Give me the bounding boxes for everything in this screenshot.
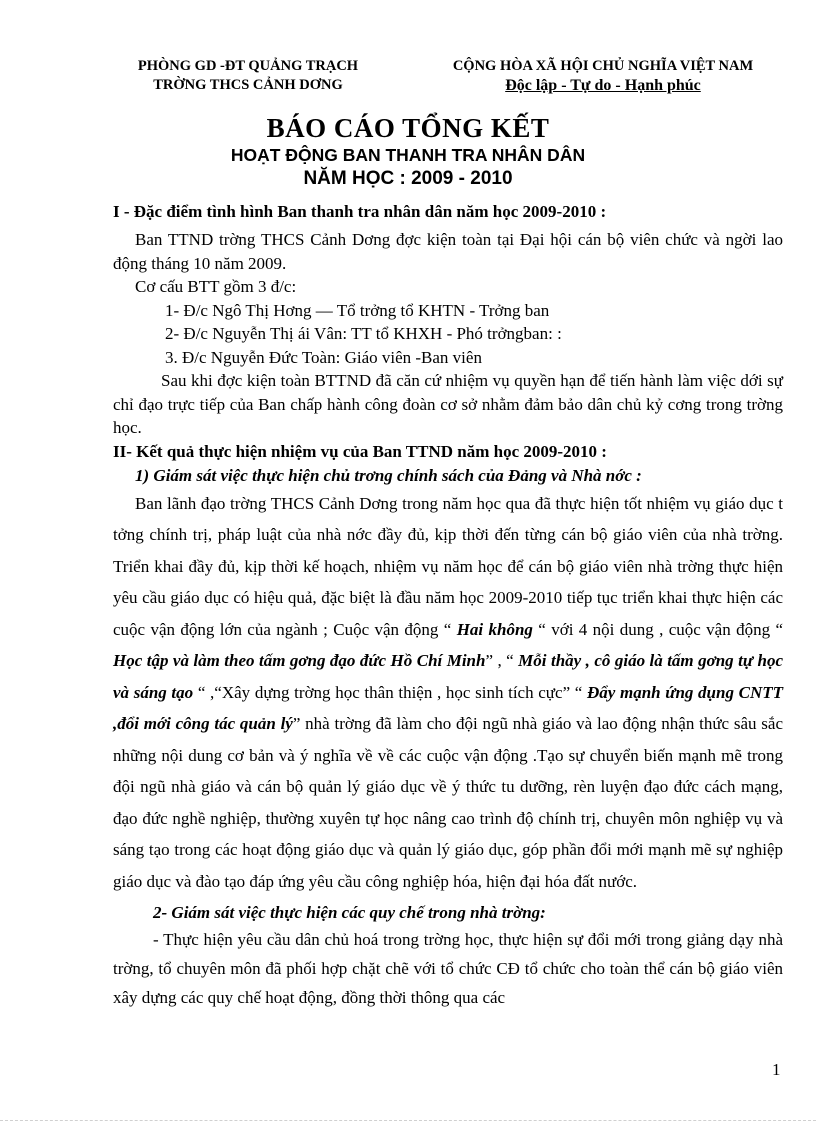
agency-header bbox=[118, 57, 378, 95]
campaign-name: Học tập và làm theo tấm gơng đạo đức Hồ Chí Minh bbox=[113, 651, 486, 670]
para-text: “ với 4 nội dung , cuộc vận động “ bbox=[532, 619, 784, 639]
subsection-2-heading: 2- Giám sát việc thực hiện các quy chế trong nhà trờng: bbox=[153, 903, 546, 922]
campaign-name: Đẩy mạnh ứng dụng CNTT ,đổi mới công tác quản lý bbox=[113, 682, 784, 733]
section-1-closing: Sau khi đợc kiện toàn BTTND đã căn cứ nhiệm vụ quyền hạn để tiến hành làm việc dới sự chỉ đạo trực tiếp của Ban chấp hành công đoàn cơ sở nhằm đảm bảo dân chủ kỷ cơng trong trờng học. bbox=[113, 371, 783, 437]
section-1-intro: Ban TTND trờng THCS Cảnh Dơng đợc kiện toàn tại Đại hội cán bộ viên chức và ngời lao động tháng 10 năm 2009. bbox=[113, 230, 783, 273]
para-text: ” nhà trờng đã làm cho đội ngũ nhà giáo và lao động nhận thức sâu sắc những nội dung cơ bản và ý nghĩa về về các cuộc vận động .Tạo sự chuyển biến mạnh mẽ trong đội ngũ nhà giáo và cán bộ quản lý giáo dục về ý thức tu dưỡng, rèn luyện đạo đức cách mạng, đạo đức nghề nghiệp, thường xuyên tự học nâng cao trình độ chính trị, chuyên môn nghiệp vụ và sáng tạo trong các hoạt động giáo dục và quản lý giáo dục, góp phần đổi mới mạnh mẽ sự nghiệp giáo dục và đào tạo đáp ứng yêu cầu công nghiệp hóa, hiện đại hóa đất nước. bbox=[113, 714, 783, 891]
structure-line: Cơ cấu BTT gồm 3 đ/c: bbox=[135, 277, 297, 296]
report-title: BÁO CÁO TỔNG KẾT bbox=[266, 113, 550, 143]
page-footer-divider bbox=[0, 1120, 816, 1121]
para-text: “ ,“Xây dựng trờng học thân thiện , học sinh tích cực” “ bbox=[193, 682, 587, 702]
national-header bbox=[418, 57, 788, 95]
national-motto: Độc lập - Tự do - Hạnh phúc bbox=[505, 77, 701, 94]
report-body bbox=[113, 200, 783, 1012]
para-text: ” , “ bbox=[485, 651, 519, 670]
member-3: 3. Đ/c Nguyễn Đức Toàn: Giáo viên -Ban viên bbox=[165, 347, 482, 367]
agency-name: PHÒNG GD -ĐT QUẢNG TRẠCH bbox=[137, 58, 359, 74]
report-year: NĂM HỌC : 2009 - 2010 bbox=[303, 168, 513, 189]
national-title: CỘNG HÒA XÃ HỘI CHỦ NGHĨA VIỆT NAM bbox=[452, 58, 754, 74]
page-number: 1 bbox=[772, 1060, 781, 1079]
subsection-2-paragraph: - Thực hiện yêu cầu dân chủ hoá trong trờng học, thực hiện sự đổi mới trong giảng dạy nhà trờng, tổ chuyên môn đã phối hợp chặt chẽ với tổ chức CĐ tổ chức cho toàn thể cán bộ giáo viên xây dựng các quy chế hoạt động, đồng thời thông qua các bbox=[113, 930, 783, 1007]
para-text: Ban lãnh đạo trờng THCS Cảnh Dơng trong năm học qua đã thực hiện tốt nhiệm vụ giáo dục t tởng chính trị, pháp luật của nhà nớc đầy đủ, kịp thời đến từng cán bộ giáo viên của nhà trờng. Triển khai đầy đủ, kịp thời kế hoạch, nhiệm vụ năm học để cán bộ giáo viên nhà trờng thực hiện yêu cầu giáo dục có hiệu quả, đặc biệt là đầu năm học 2009-2010 tiếp tục triển khai thực hiện các cuộc vận động lớn của ngành ; Cuộc vận động “ bbox=[113, 493, 783, 639]
campaign-name: Mỗi thầy , cô giáo là tấm gơng tự học và sáng tạo bbox=[113, 651, 783, 702]
campaign-name: Hai không bbox=[456, 619, 533, 639]
subsection-1-heading: 1) Giám sát việc thực hiện chủ trơng chính sách của Đảng và Nhà nớc : bbox=[135, 465, 642, 485]
section-1-heading: I - Đặc điểm tình hình Ban thanh tra nhân dân năm học 2009-2010 : bbox=[113, 202, 607, 221]
member-2: 2- Đ/c Nguyễn Thị ái Vân: TT tổ KHXH - Phó trởngban: : bbox=[165, 324, 562, 343]
subsection-1-paragraph bbox=[113, 488, 783, 898]
section-2-heading: II- Kết quả thực hiện nhiệm vụ của Ban TTND năm học 2009-2010 : bbox=[113, 441, 607, 461]
school-name: TRỜNG THCS CẢNH DƠNG bbox=[153, 77, 343, 93]
member-1: 1- Đ/c Ngô Thị Hơng — Tổ trởng tổ KHTN - Trởng ban bbox=[165, 300, 550, 320]
report-subtitle: HOẠT ĐỘNG BAN THANH TRA NHÂN DÂN bbox=[230, 145, 586, 165]
